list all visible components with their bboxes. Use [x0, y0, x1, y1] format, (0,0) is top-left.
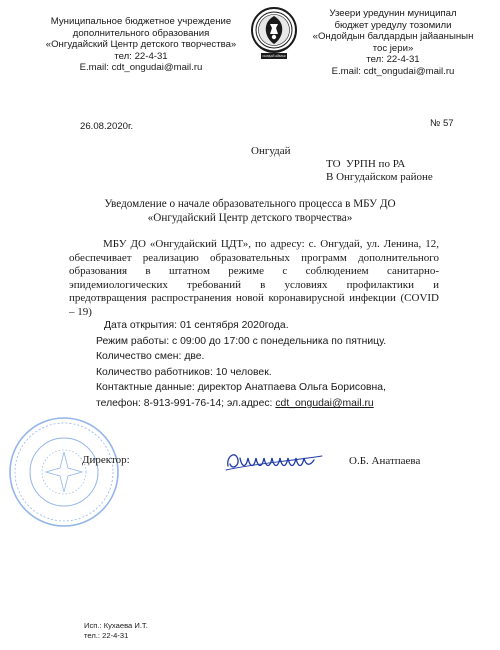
- header-right-line-2: бюджет уредулу тозомили: [334, 19, 452, 31]
- header-left-phone: тел: 22-4-31: [114, 50, 168, 62]
- body-line-6: – 19): [69, 305, 92, 318]
- director-name: О.Б. Анатпаева: [349, 455, 421, 467]
- shifts-line: Количество смен: две.: [96, 351, 205, 363]
- notice-title-line-1: Уведомление о начале образовательного процесса в МБУ ДО: [104, 198, 396, 210]
- body-line-4: эпидемиологических требований в условиях профилактики и: [69, 278, 439, 291]
- executor-phone: тел.: 22-4-31: [84, 631, 129, 640]
- body-paragraph: [69, 238, 439, 320]
- info-block: [96, 318, 386, 412]
- document-date: 26.08.2020г.: [80, 121, 134, 132]
- coat-of-arms-emblem: [249, 6, 299, 62]
- header-left-line-3: «Онгудайский Центр детского творчества»: [45, 39, 237, 51]
- contacts-line: Контактные данные: директор Анатпаева Ольга Борисовна,: [96, 382, 386, 394]
- body-line-3: образования в штатном режиме с соблюдением санитарно-: [69, 265, 439, 278]
- director-label: Директор:: [82, 454, 130, 466]
- email-link[interactable]: cdt_ongudai@mail.ru: [275, 397, 374, 409]
- header-right-org-block: [308, 8, 478, 78]
- header-right-line-4: тос jepи»: [372, 42, 414, 54]
- phone-email-line: [96, 396, 386, 412]
- addressee-line-1: ТО УРПН по РА: [326, 158, 406, 170]
- header-right-line-1: Узеери уредунин муниципал: [329, 8, 457, 19]
- header-left-org-block: [36, 16, 246, 74]
- staff-count-line: Количество работников: 10 человек.: [96, 366, 272, 378]
- executor-name: Исп.: Кухаева И.Т.: [84, 621, 148, 630]
- executor-info: [84, 621, 148, 641]
- document-number: № 57: [430, 118, 454, 129]
- addressee-line-2: В Онгудайском районе: [326, 171, 433, 183]
- header-left-line-2: дополнительного образования: [72, 27, 210, 39]
- body-line-5: предотвращения распространения новой коронавирусной инфекции (COVID: [69, 292, 439, 305]
- header-left-line-1: Муниципальное бюджетное учреждение: [50, 16, 232, 27]
- opening-date-line: Дата открытия: 01 сентября 2020года.: [104, 320, 289, 331]
- place-name: Онгудай: [251, 145, 291, 157]
- header-left-email: E.mail: cdt_ongudai@mail.ru: [79, 62, 203, 74]
- handwritten-signature-icon: [222, 444, 332, 478]
- phone-text: телефон: 8-913-991-76-14; эл.адрес:: [96, 397, 276, 409]
- header-right-email: E.mail: cdt_ongudai@mail.ru: [331, 65, 455, 77]
- header-right-phone: тел: 22-4-31: [366, 54, 420, 66]
- work-hours-line: Режим работы: с 09:00 до 17:00 с понедельника по пятницу.: [96, 335, 387, 347]
- notice-title-line-2: «Онгудайский Центр детского творчества»: [147, 212, 353, 224]
- round-stamp-icon: [4, 412, 124, 532]
- emblem-caption: ОНГДАЙ АЙМАК: [262, 54, 286, 58]
- body-line-1: МБУ ДО «Онгудайский ЦДТ», по адресу: с. Онгудай, ул. Ленина, 12,: [103, 238, 439, 250]
- body-line-2: обеспечивает реализацию образовательных программ дополнительного: [69, 251, 439, 264]
- header-right-line-3: «Ондойдын балдардын jайаанынын: [312, 31, 474, 43]
- notice-title: [60, 197, 440, 225]
